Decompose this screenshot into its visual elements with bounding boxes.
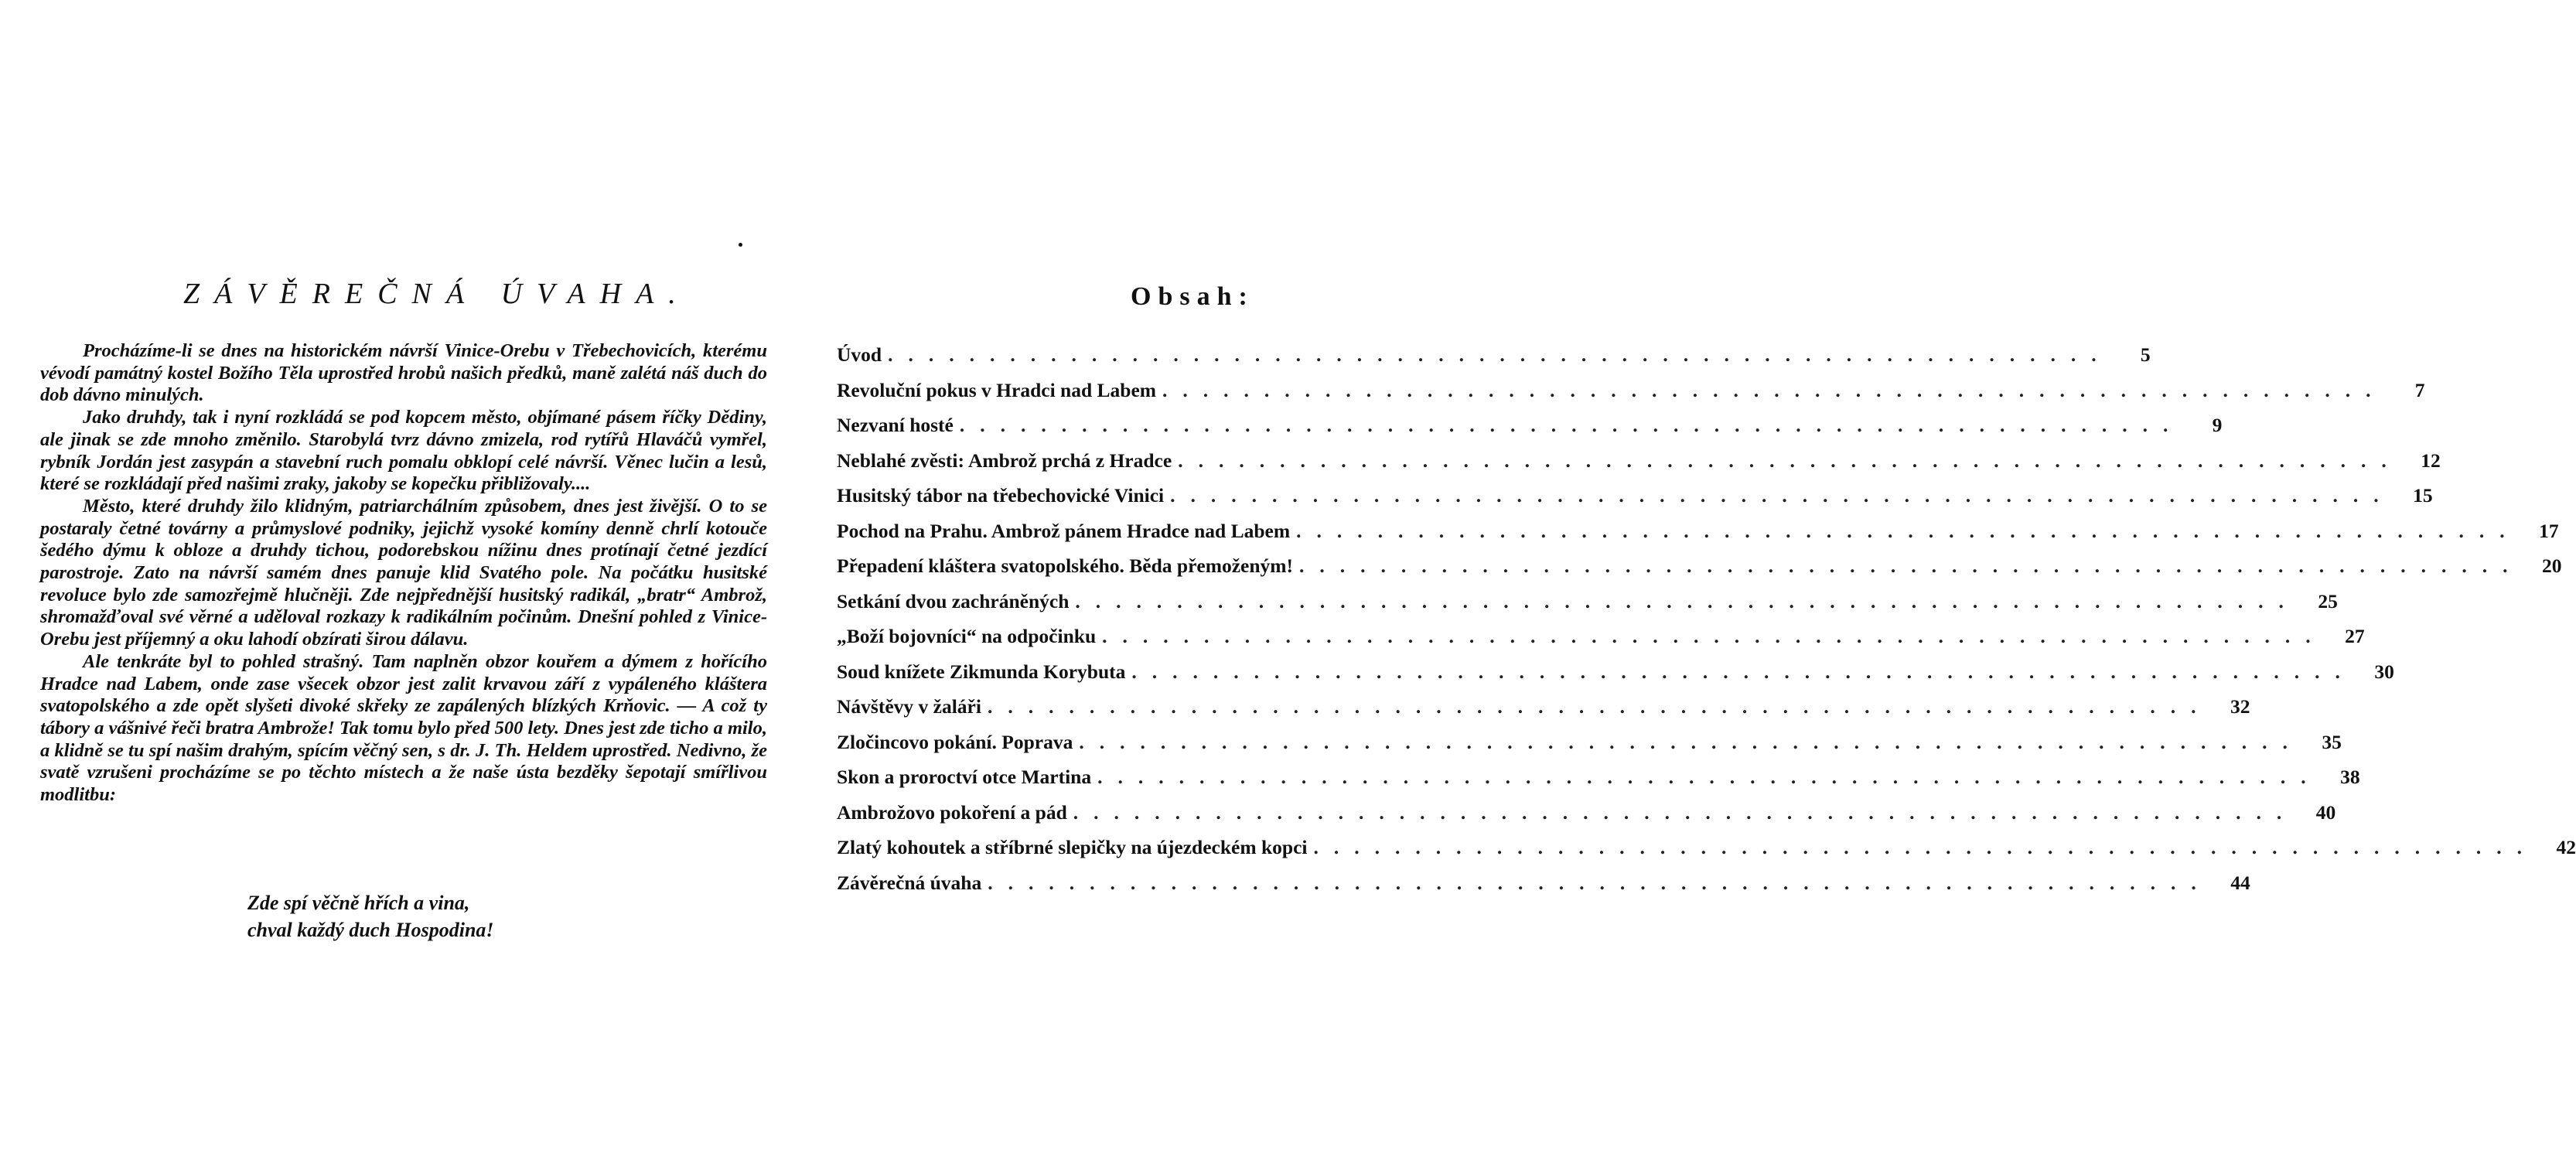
toc-entry-page: 27: [2345, 625, 2365, 647]
toc-entry: [837, 554, 2562, 590]
toc-entry: [837, 589, 2338, 626]
table-of-contents: [837, 343, 2576, 906]
paragraph: Procházíme-li se dnes na historickém návrší Vinice-Orebu v Třebechovicích, kterému vévodí památný kostel Božího Těla uprostřed hrobů našich předků, maně zalétá náš duch do dob dávno minulých.: [40, 340, 767, 406]
toc-entry-page: 40: [2315, 800, 2336, 824]
toc-entry-title: Zločincovo pokání. Poprava: [837, 730, 1073, 753]
toc-leader-dots: ............................................................: [888, 343, 2112, 366]
toc-entry-title: Setkání dvou zachráněných: [837, 589, 1070, 612]
toc-entry-page: 17: [2539, 519, 2559, 542]
toc-entry-page: 38: [2340, 766, 2360, 788]
toc-entry-page: 12: [2421, 449, 2441, 472]
toc-entry: [837, 519, 2559, 555]
toc-entry-page: 15: [2413, 484, 2433, 507]
toc-entry-title: Ambrožovo pokoření a pád: [837, 800, 1067, 824]
toc-leader-dots: ............................................................: [1079, 730, 2303, 753]
toc-leader-dots: ............................................................: [1162, 378, 2387, 401]
toc-leader-dots: ............................................................: [1102, 625, 2326, 647]
paragraph: Jako druhdy, tak i nyní rozkládá se pod kopcem město, objímané pásem říčky Dědiny, ale jinak se zde mnoho změnilo. Starobylá tvrz dávno zmizela, rod rytířů Hlaváčů vymřel, rybník Jordán jest zasypán a stavební ruch pomalu obklopí celé návrší. Věnec lučin a lesů, které se rozkládají před našimi zraky, jakoby se kopečku přibližovaly....: [40, 407, 767, 495]
toc-entry-title: Skon a proroctví otce Martina: [837, 766, 1092, 788]
toc-entry-page: 42: [2556, 836, 2576, 858]
toc-leader-dots: ............................................................: [1170, 484, 2394, 507]
toc-entry-title: Přepadení kláštera svatopolského. Běda přemoženým!: [837, 554, 1294, 577]
toc-entry-title: Návštěvy v žaláři: [837, 695, 981, 718]
toc-leader-dots: ............................................................: [1131, 660, 2356, 683]
toc-entry-title: Závěrečná úvaha: [837, 871, 982, 894]
closing-verse: [247, 889, 494, 943]
toc-leader-dots: ............................................................: [959, 414, 2184, 436]
toc-entry-page: 35: [2322, 730, 2342, 753]
toc-entry: [837, 695, 2250, 731]
toc-entry-page: 25: [2318, 589, 2338, 612]
toc-leader-dots: ............................................................: [1075, 589, 2299, 612]
toc-entry: [837, 660, 2394, 696]
toc-entry-title: Úvod: [837, 343, 882, 366]
toc-entry-title: Husitský tábor na třebechovické Vinici: [837, 484, 1165, 507]
toc-entry: [837, 871, 2250, 907]
toc-entry-page: 9: [2212, 414, 2223, 436]
toc-entry-page: 32: [2230, 695, 2250, 718]
paragraph: Ale tenkráte byl to pohled strašný. Tam naplněn obzor kouřem a dýmem z hořícího Hradce nad Labem, onde zase všecek obzor jest zalit krvavou září z vypáleného kláštera svatopolského a zde opět slyšeti divoké skřeky ze zapálených blízkých Krňovic. — A což ty tábory a vášnivé řeči bratra Ambrože! Tak tomu bylo před 500 lety. Dnes jest zde ticho a milo, a klidně se tu spí našim drahým, spícím věčný sen, s dr. J. Th. Heldem uprostřed. Nedivno, že svatě vzrušeni procházíme se po těchto místech a že naše ústa bezděky šepotají smířlivou modlitbu:: [40, 650, 767, 806]
toc-leader-dots: ............................................................: [1296, 519, 2520, 542]
toc-entry-title: Soud knížete Zikmunda Korybuta: [837, 660, 1126, 683]
toc-leader-dots: ............................................................: [1299, 554, 2523, 577]
toc-entry-title: Zlatý kohoutek a stříbrné slepičky na újezdeckém kopci: [837, 836, 1308, 858]
toc-leader-dots: ............................................................: [987, 695, 2212, 718]
toc-entry-page: 5: [2140, 343, 2151, 366]
toc-leader-dots: ............................................................: [1178, 449, 2402, 472]
toc-leader-dots: ............................................................: [988, 871, 2212, 894]
toc-entry-title: Pochod na Prahu. Ambrož pánem Hradce nad Labem: [837, 519, 1291, 542]
toc-entry-page: 20: [2542, 554, 2562, 577]
paragraph: Město, které druhdy žilo klidným, patriarchálním způsobem, dnes jest živější. O to se postaraly četné továrny a průmyslové podniky, jejichž vysoké komíny denně chrlí kotouče šedého dýmu k obloze a druhdy tichou, podorebskou nížinu dnes protínají četné jezdící parostroje. Zato na návrší samém dnes panuje klid Svatého pole. Na počátku husitské revoluce bylo zde samozřejmě hlučněji. Zde nejpřednější husitský radikál, „bratr“ Ambrož, shromažďoval své věrné a uděloval rozkazy k radikálním počinům. Dnešní pohled z Vinice-Orebu jest příjemný a oku lahodí obzírati širou dálavu.: [40, 495, 767, 650]
verse-line: chval každý duch Hospodina!: [247, 919, 494, 941]
toc-entry-page: 7: [2414, 378, 2425, 401]
toc-entry: [837, 449, 2441, 485]
toc-leader-dots: ............................................................: [1097, 766, 2322, 788]
toc-entry-page: 30: [2374, 660, 2394, 683]
toc-entry-page: 44: [2230, 871, 2250, 894]
toc-entry-title: Neblahé zvěsti: Ambrož prchá z Hradce: [837, 449, 1172, 472]
toc-entry-title: „Boží bojovníci“ na odpočinku: [837, 625, 1097, 647]
toc-entry: [837, 414, 2223, 449]
toc-entry: [837, 730, 2342, 766]
toc-entry-title: Nezvaní hosté: [837, 414, 954, 436]
toc-leader-dots: ............................................................: [1313, 836, 2537, 858]
toc-entry: [837, 766, 2360, 801]
contents-title: Obsah:: [1131, 282, 1254, 311]
stray-dot-mark: [739, 243, 742, 247]
toc-entry-title: Revoluční pokus v Hradci nad Labem: [837, 378, 1157, 401]
toc-entry: [837, 625, 2365, 660]
chapter-title: ZÁVĚREČNÁ ÚVAHA.: [183, 278, 691, 310]
verse-line: Zde spí věčně hřích a vina,: [247, 892, 470, 914]
toc-entry: [837, 378, 2425, 415]
toc-entry: [837, 836, 2576, 872]
toc-entry: [837, 800, 2336, 837]
toc-entry: [837, 343, 2151, 379]
chapter-body: [40, 340, 767, 807]
toc-leader-dots: ............................................................: [1073, 800, 2298, 824]
toc-entry: [837, 484, 2433, 520]
